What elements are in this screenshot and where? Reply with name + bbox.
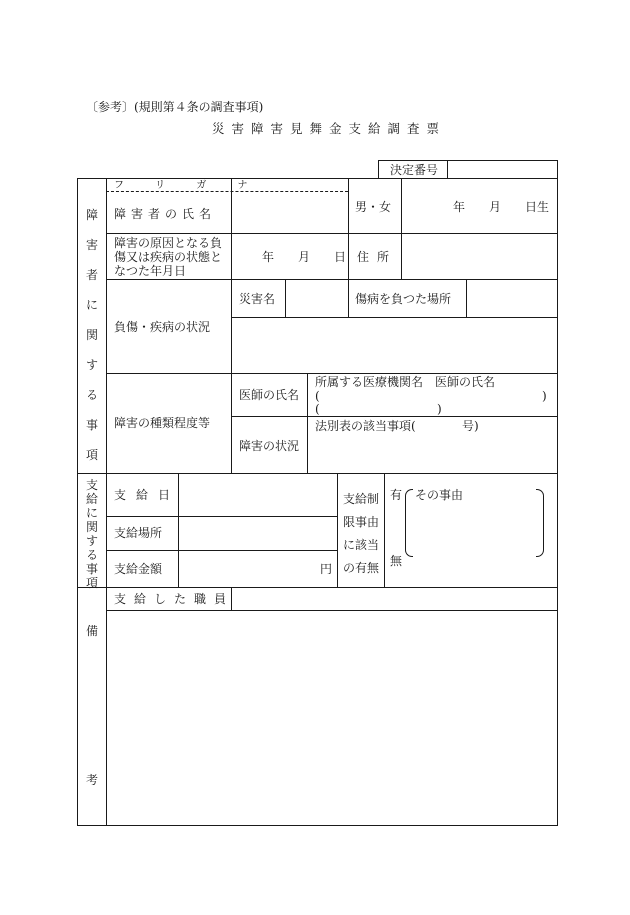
form-title: 災害障害見舞金支給調査票: [212, 121, 447, 136]
close-paren: ): [542, 389, 547, 403]
disability-degree-label: 障害の種類程度等: [114, 416, 211, 430]
person-section-label: 障 害 者 に 関 す る 事 項: [85, 208, 98, 462]
close-paren-2: ): [437, 402, 442, 416]
payment-section-label: 支 給 に 関 す る 事 項: [85, 478, 98, 590]
payment-amount-label: 支給金額: [114, 562, 163, 576]
open-paren: (: [315, 389, 320, 403]
open-paren-2: (: [315, 402, 320, 416]
furigana-label: フ リ ガ ナ: [114, 180, 262, 191]
remarks-label-top: 備: [86, 624, 99, 638]
appendix-label: 法別表の該当事項(: [315, 419, 416, 433]
name-label: 障害者の氏名: [114, 207, 217, 221]
disability-status-label: 障害の状況: [239, 439, 300, 453]
amount-unit: 円: [320, 562, 333, 576]
injury-date-label: 障害の原因となる負傷又は疾病の状態となつた年月日: [114, 236, 223, 278]
injury-status-label: 負傷・疾病の状況: [114, 320, 211, 334]
payment-place-label: 支給場所: [114, 526, 163, 540]
staff-label: 支給した職員: [114, 592, 235, 606]
decision-number-label: 決定番号: [390, 163, 439, 177]
restriction-yes[interactable]: 有: [390, 488, 403, 502]
institution-header: 所属する医療機関名 医師の氏名: [315, 375, 496, 389]
reason-label: その事由: [415, 488, 464, 502]
sex-label[interactable]: 男・女: [355, 200, 392, 214]
injury-date-value: 年 月 日: [262, 250, 347, 264]
appendix-suffix: 号): [462, 419, 479, 433]
reference-note: 〔参考〕(規則第４条の調査事項): [86, 100, 264, 114]
injury-place-label: 傷病を負つた場所: [355, 292, 452, 306]
restriction-label: 支給制限事由に該当の有無: [343, 492, 380, 575]
disaster-name-label: 災害名: [239, 292, 276, 306]
address-label: 住所: [357, 250, 398, 264]
remarks-label-bottom: 考: [86, 773, 99, 787]
payment-date-label: 支給日: [114, 488, 181, 502]
birth-date-label: 年 月 日生: [453, 200, 550, 214]
doctor-name-label: 医師の氏名: [239, 388, 300, 402]
restriction-no[interactable]: 無: [390, 554, 403, 568]
